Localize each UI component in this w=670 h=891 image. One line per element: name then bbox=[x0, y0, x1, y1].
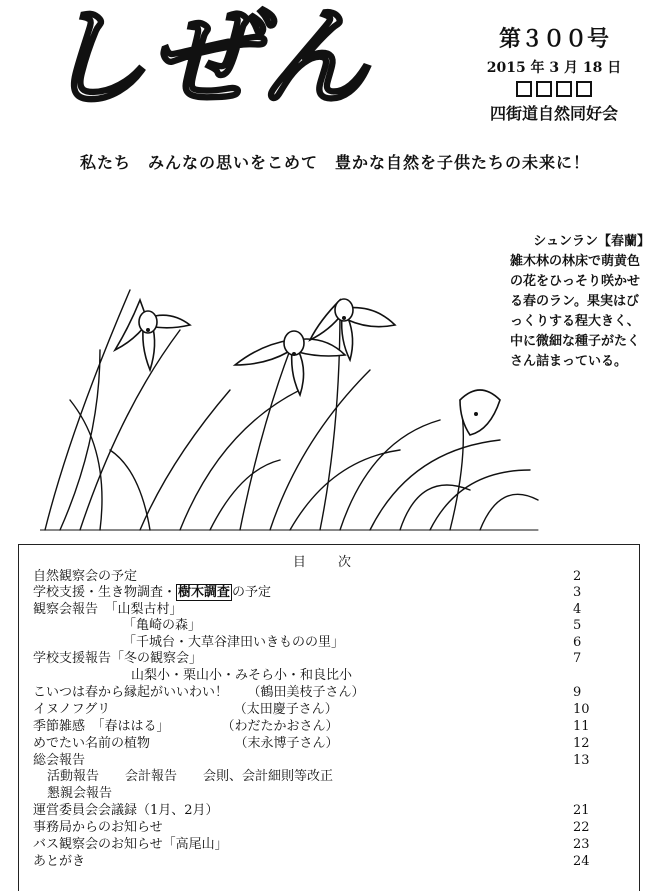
blank-box bbox=[516, 81, 532, 97]
toc-entry-title: 「亀崎の森」 bbox=[123, 618, 202, 633]
toc-entry-page: 21 bbox=[573, 803, 590, 818]
club-name: 四街道自然同好会 bbox=[489, 104, 618, 123]
toc-entry bbox=[33, 702, 590, 718]
toc-entry-page: 4 bbox=[573, 602, 582, 617]
toc-entry-title: 自然観察会の予定 bbox=[33, 569, 138, 584]
toc-entry-title: 学校支援報告「冬の観察会」 bbox=[33, 651, 203, 666]
issue-block bbox=[464, 22, 644, 124]
toc-entry-highlight: 樹木調査 bbox=[178, 585, 231, 600]
toc-entry-page: 11 bbox=[573, 719, 590, 734]
toc-entry-page: 7 bbox=[573, 651, 582, 666]
toc-entry-page: 12 bbox=[573, 736, 590, 751]
toc-entry-title: イヌノフグリ （太田慶子さん） bbox=[33, 702, 338, 717]
toc-entry-title: 観察会報告 「山梨古村」 bbox=[33, 602, 183, 617]
toc-entry-page: 6 bbox=[573, 635, 582, 650]
toc-entry-page: 3 bbox=[573, 585, 582, 600]
blank-box bbox=[576, 81, 592, 97]
toc-entry bbox=[131, 668, 352, 684]
toc-entry bbox=[123, 635, 582, 651]
toc-entry bbox=[33, 803, 590, 819]
toc-entry-title: 活動報告 会計報告 会則、会計細則等改正 bbox=[47, 769, 334, 784]
illustration-caption bbox=[510, 232, 650, 372]
toc-entry bbox=[33, 651, 582, 667]
issue-number: 第３００号 bbox=[498, 26, 609, 52]
toc-entry-title: あとがき bbox=[33, 854, 86, 869]
masthead bbox=[0, 0, 670, 140]
toc-entry bbox=[33, 854, 590, 870]
toc-entry bbox=[33, 719, 590, 735]
toc-entry-title: 山梨小・栗山小・みそら小・和良比小 bbox=[131, 668, 353, 683]
toc-entry bbox=[33, 602, 582, 618]
toc-entry-page: 23 bbox=[573, 837, 590, 852]
blank-box bbox=[536, 81, 552, 97]
toc-entry bbox=[33, 820, 590, 836]
toc-entry-title-post: の予定 bbox=[232, 585, 272, 600]
toc-entry bbox=[33, 736, 590, 752]
toc-heading: 目 次 bbox=[292, 555, 366, 570]
toc-entry-page: 24 bbox=[573, 854, 590, 869]
toc-entry bbox=[33, 685, 582, 701]
toc-entry-page: 9 bbox=[573, 685, 582, 700]
toc-entry-page: 13 bbox=[573, 753, 590, 768]
toc-entry bbox=[33, 753, 590, 769]
toc-entry-title-pre: 学校支援・生き物調査・ bbox=[33, 585, 177, 600]
toc-entry-title: めでたい名前の植物 （末永博子さん） bbox=[33, 736, 339, 751]
caption-text: 雑木林の林床で萌黄色の花をひっそり咲かせる春のラン。果実はびっくりする程大きく、中に微細な種子がたくさん詰まっている。 bbox=[510, 254, 641, 369]
toc-entry bbox=[123, 618, 582, 634]
toc-entry-page: 10 bbox=[573, 702, 590, 717]
toc-entry-page: 2 bbox=[573, 569, 582, 584]
toc-entry bbox=[47, 769, 333, 785]
toc-entry-title: 「千城台・大草谷津田いきものの里」 bbox=[123, 635, 345, 650]
toc-entry-title: 運営委員会会議録（1月、2月） bbox=[33, 803, 219, 818]
toc-entry-page: 22 bbox=[573, 820, 590, 835]
toc-entry-title: 季節雑感 「春ははる」 （わだたかおさん） bbox=[33, 719, 339, 734]
toc-entry bbox=[47, 786, 112, 802]
slogan: 私たち みんなの思いをこめて 豊かな自然を子供たちの未来に！ bbox=[79, 153, 590, 172]
newsletter-logo: しぜん bbox=[40, 0, 371, 121]
toc-entry-page: 5 bbox=[573, 618, 582, 633]
table-of-contents bbox=[18, 544, 640, 891]
caption-title: シュンラン【春蘭】 bbox=[533, 234, 650, 249]
toc-entry-title: 総会報告 bbox=[33, 753, 86, 768]
orchid-illustration bbox=[40, 230, 540, 535]
toc-entry bbox=[33, 569, 582, 585]
toc-entry bbox=[33, 585, 582, 601]
toc-entry-title: こいつは春から縁起がいいわい！ （鶴田美枝子さん） bbox=[33, 685, 365, 700]
toc-entry bbox=[33, 837, 590, 853]
issue-date: 2015 年 3 月 18 日 bbox=[486, 60, 622, 76]
blank-boxes bbox=[464, 81, 644, 97]
toc-entry-title: 事務局からのお知らせ bbox=[33, 820, 163, 835]
blank-box bbox=[556, 81, 572, 97]
toc-entry-title: バス観察会のお知らせ「高尾山」 bbox=[33, 837, 228, 852]
toc-entry-title: 懇親会報告 bbox=[47, 786, 113, 801]
